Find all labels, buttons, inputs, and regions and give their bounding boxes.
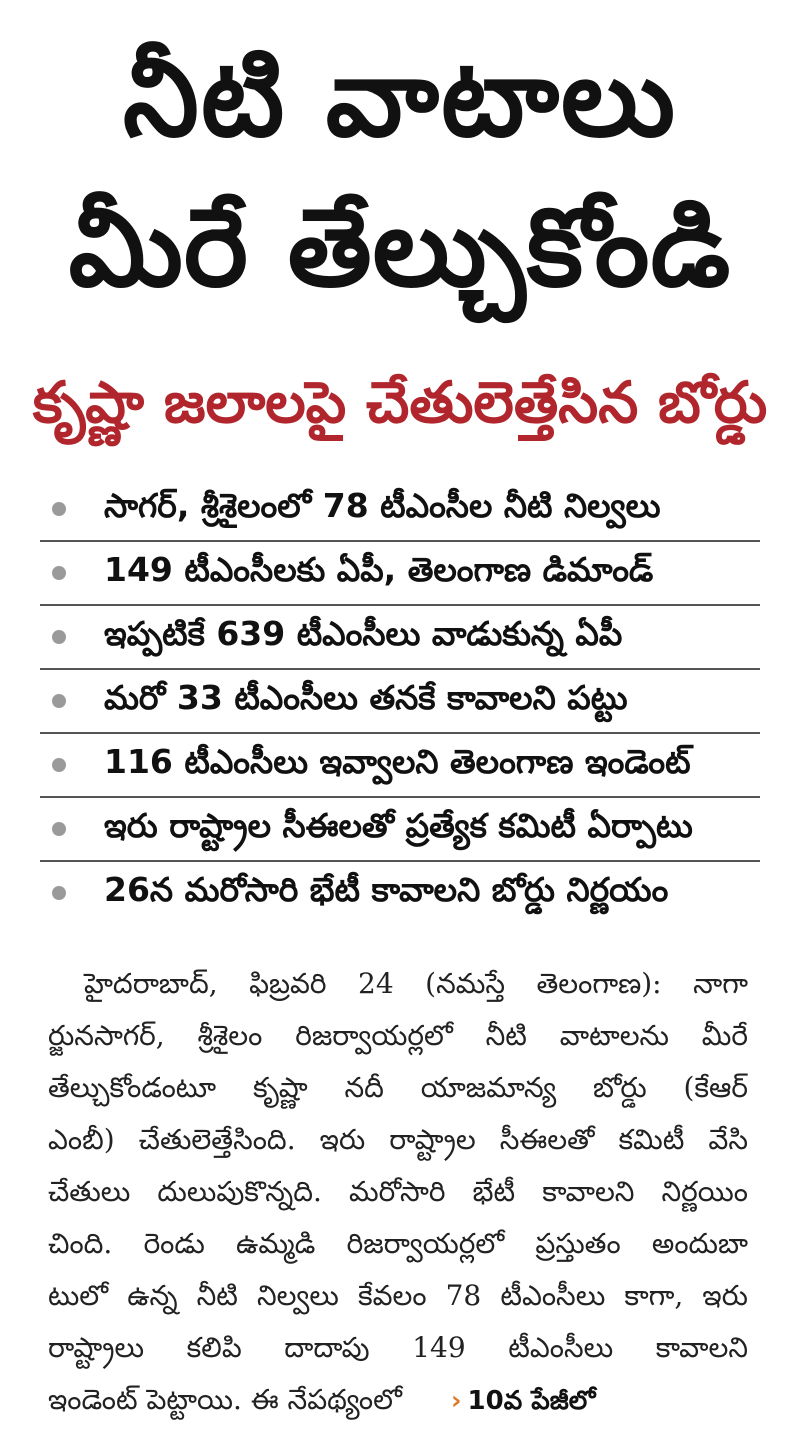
body-line: ఇండెంట్ పెట్టాయి. ఈ నేపథ్యంలో: [48, 1383, 402, 1416]
body-line: ఎంబీ) చేతులెత్తేసింది. ఇరు రాష్ట్రాల సీఈలతో కమిటీ వేసి: [48, 1123, 748, 1156]
body-line: చేతులు దులుపుకొన్నది. మరోసారి భేటీ కావాలని నిర్ణయిం: [48, 1175, 748, 1208]
article-body: [48, 958, 748, 1426]
highlight-item: [40, 734, 760, 798]
body-line: ర్జునసాగర్, శ్రీశైలం రిజర్వాయర్లలో నీటి వాటాలను మీరే: [48, 1019, 748, 1052]
bullet-dot-icon: [52, 630, 66, 644]
bullet-dot-icon: [52, 694, 66, 708]
bullet-dot-icon: [52, 502, 66, 516]
highlight-text: 149 టీఎంసీలకు ఏపీ, తెలంగాణ డిమాండ్: [104, 549, 654, 589]
bullet-dot-icon: [52, 822, 66, 836]
highlight-text: 26న మరోసారి భేటీ కావాలని బోర్డు నిర్ణయం: [104, 869, 669, 909]
highlight-text: మరో 33 టీఎంసీలు తనకే కావాలని పట్టు: [104, 677, 628, 717]
bullet-dot-icon: [52, 566, 66, 580]
subheadline: కృష్ణా జలాలపై చేతులెత్తేసిన బోర్డు: [32, 370, 768, 436]
highlight-item: [40, 478, 760, 542]
body-line: హైదరాబాద్, ఫిబ్రవరి 24 (నమస్తే తెలంగాణ): నాగా: [84, 967, 748, 1000]
highlight-item: [40, 862, 760, 924]
continued-label: 10వ పేజీలో: [467, 1386, 596, 1416]
highlight-item: [40, 670, 760, 734]
body-line: రాష్ట్రాలు కలిపి దాదాపు 149 టీఎంసీలు కావాలని: [48, 1331, 748, 1364]
highlights-list: [40, 478, 760, 924]
highlight-text: సాగర్, శ్రీశైలంలో 78 టీఎంసీల నీటి నిల్వలు: [104, 485, 661, 525]
highlight-text: ఇప్పటికే 639 టీఎంసీలు వాడుకున్న ఏపీ: [104, 613, 623, 653]
continued-on-page-link[interactable]: [451, 1375, 596, 1426]
chevron-right-icon: ›: [450, 1386, 462, 1416]
bullet-dot-icon: [52, 758, 66, 772]
highlight-item: [40, 798, 760, 862]
body-line-final: [48, 1374, 748, 1426]
highlight-item: [40, 542, 760, 606]
body-line: టులో ఉన్న నీటి నిల్వలు కేవలం 78 టీఎంసీలు కాగా, ఇరు: [48, 1279, 748, 1312]
highlight-item: [40, 606, 760, 670]
body-line: తేల్చుకోండంటూ కృష్ణా నదీ యాజమాన్య బోర్డు (కేఆర్: [48, 1071, 748, 1104]
bullet-dot-icon: [52, 886, 66, 900]
headline-line-2: మీరే తేల్చుకోండి: [68, 186, 732, 311]
headline-line-1: నీటి వాటాలు: [123, 36, 677, 161]
body-line: చింది. రెండు ఉమ్మడి రిజర్వాయర్లలో ప్రస్తుతం అందుబా: [48, 1227, 748, 1260]
highlight-text: ఇరు రాష్ట్రాల సీఈలతో ప్రత్యేక కమిటీ ఏర్పాటు: [104, 805, 693, 845]
highlight-text: 116 టీఎంసీలు ఇవ్వాలని తెలంగాణ ఇండెంట్: [104, 741, 691, 781]
